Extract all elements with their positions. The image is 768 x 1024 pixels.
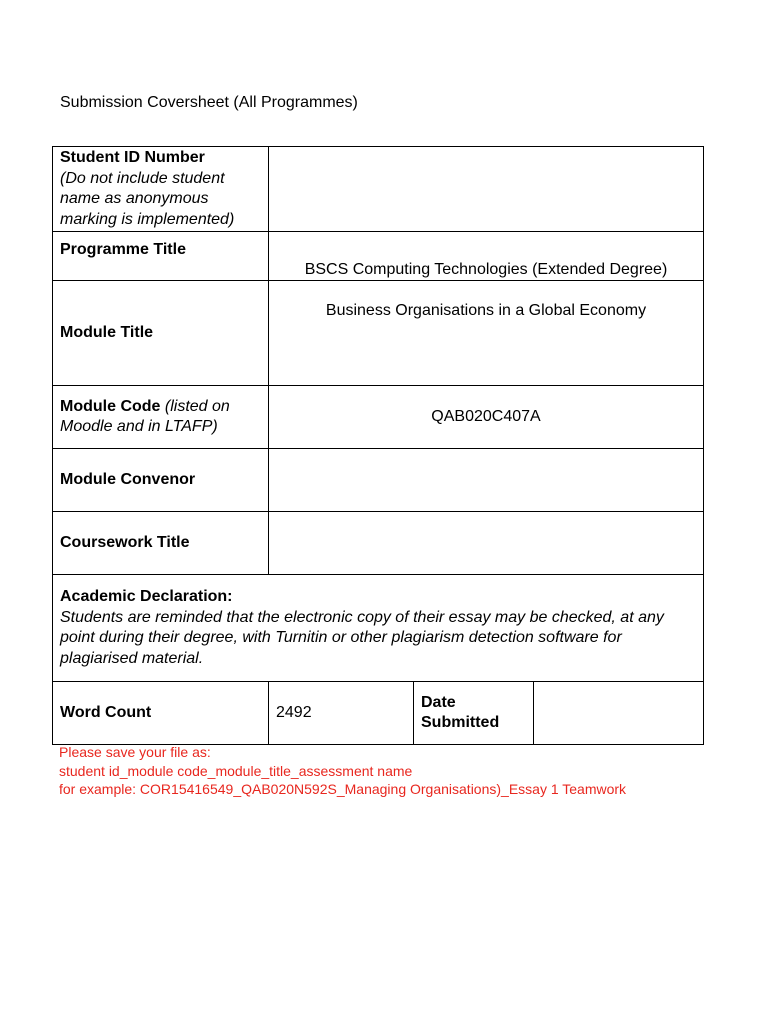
student-id-value[interactable] [269, 147, 704, 232]
word-count-value[interactable]: 2492 [269, 682, 414, 745]
student-id-label: Student ID Number [60, 149, 205, 166]
module-convenor-value[interactable] [269, 449, 704, 512]
instructions-line-1: Please save your file as: [59, 744, 211, 760]
table-row-programme [53, 232, 704, 281]
coversheet-table [52, 146, 704, 745]
instructions-line-3: for example: COR15416549_QAB020N592S_Managing Organisations)_Essay 1 Teamwork [59, 781, 627, 797]
module-convenor-label: Module Convenor [53, 449, 269, 512]
table-row-word-count [53, 682, 704, 745]
module-code-label-cell [53, 386, 269, 449]
module-code-note: (listed on Moodle and in LTAFP) [60, 397, 230, 435]
page-title: Submission Coversheet (All Programmes) [60, 94, 358, 111]
date-submitted-value[interactable] [534, 682, 704, 745]
table-row-module-title [53, 281, 704, 386]
academic-declaration-text: Students are reminded that the electronic copy of their essay may be checked, at any point during their degree, with Turnitin or other plagiarism detection software for plagiarised material. [60, 608, 664, 667]
coursework-title-value[interactable] [269, 512, 704, 575]
table-row-module-code [53, 386, 704, 449]
date-submitted-label: Date Submitted [414, 682, 534, 745]
word-count-label: Word Count [53, 682, 269, 745]
programme-title-label: Programme Title [53, 232, 269, 281]
instructions-line-2: student id_module code_module_title_assessment name [59, 762, 413, 779]
student-id-note: (Do not include student name as anonymous marking is implemented) [60, 169, 235, 228]
module-title-label: Module Title [53, 281, 269, 386]
coursework-title-label: Coursework Title [53, 512, 269, 575]
module-title-value[interactable]: Business Organisations in a Global Economy [269, 281, 704, 386]
module-code-label: Module Code [60, 397, 161, 415]
student-id-label-cell [53, 147, 269, 232]
programme-title-value[interactable]: BSCS Computing Technologies (Extended Degree) [269, 232, 704, 281]
table-row-academic-declaration [53, 575, 704, 682]
module-code-value[interactable]: QAB020C407A [269, 386, 704, 449]
academic-declaration-title: Academic Declaration: [60, 588, 233, 605]
table-row-student-id [53, 147, 704, 232]
table-row-module-convenor [53, 449, 704, 512]
academic-declaration-cell [53, 575, 704, 682]
filename-instructions [59, 743, 626, 799]
table-row-coursework-title [53, 512, 704, 575]
